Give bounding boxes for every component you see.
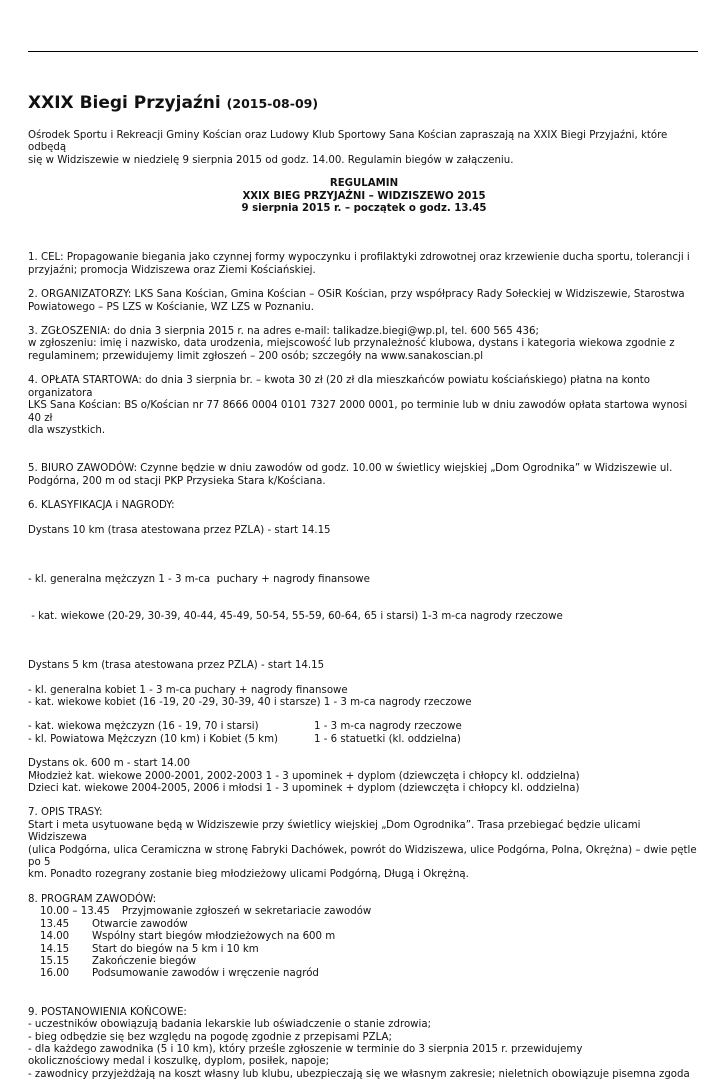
section-heading: 8. PROGRAM ZAWODÓW: (28, 893, 157, 905)
program-time: 16.00 (40, 968, 70, 980)
distance-10km: Dystans 10 km (trasa atestowana przez PZLA) - start 14.15 (28, 524, 331, 536)
section-biuro (28, 463, 700, 488)
section-line: 3. ZGŁOSZENIA: do dnia 3 sierpnia 2015 r. na adres e-mail: talikadze.biegi@wp.pl, tel. 600 565 436; (28, 326, 539, 338)
section-cel (28, 252, 700, 277)
section-line: Podgórna, 200 m od stacji PKP Przysieka Stara k/Kościana. (28, 475, 326, 487)
top-rule (28, 51, 698, 52)
program-desc: Start do biegów na 5 km i 10 km (92, 943, 259, 955)
section-organizatorzy (28, 289, 700, 314)
title-date: (2015-08-09) (226, 96, 319, 111)
program-desc: Wspólny start biegów młodzieżowych na 600 m (92, 931, 336, 943)
section-line: - dla każdego zawodnika (5 i 10 km), który prześle zgłoszenie w terminie do 3 sierpnia 2015 r. przewidujemy (28, 1043, 583, 1055)
section-oplata (28, 375, 700, 437)
section-line: regulaminem; przewidujemy limit zgłoszeń – 200 osób; szczegóły na www.sanakoscian.pl (28, 350, 484, 362)
program-row (40, 906, 700, 918)
intro-line: Ośrodek Sportu i Rekreacji Gminy Kościan oraz Ludowy Klub Sportowy Sana Kościan zapraszają na XXIX Biegi Przyjaźni, które odbędą (28, 130, 668, 154)
program-time: 10.00 – 13.45 (40, 906, 110, 918)
program-list (28, 906, 700, 980)
program-desc: Otwarcie zawodów (92, 918, 188, 930)
program-row (40, 968, 700, 980)
program-row (40, 944, 700, 956)
category-line: - kl. generalna kobiet 1 - 3 m-ca puchary + nagrody finansowe (28, 684, 348, 696)
intro-paragraph (28, 130, 700, 167)
section-line: km. Ponadto rozegrany zostanie bieg młodzieżowy ulicami Podgórną, Długą i Okrężną. (28, 869, 469, 881)
section-heading: 6. KLASYFIKACJA i NAGRODY: (28, 500, 175, 512)
category-line: - kat. wiekowe (20-29, 30-39, 40-44, 45-49, 50-54, 55-59, 60-64, 65 i starsi) 1-3 m-ca nagrody rzeczowe (28, 610, 563, 622)
program-desc: Przyjmowanie zgłoszeń w sekretariacie zawodów (121, 906, 372, 918)
section-zgloszenia (28, 326, 700, 363)
program-time: 14.00 (40, 931, 70, 943)
category-line: Dzieci kat. wiekowe 2004-2005, 2006 i młodsi 1 - 3 upominek + dyplom (dziewczęta i chłopcy kl. oddzielna) (28, 783, 580, 795)
program-row (40, 919, 700, 931)
section-line: w zgłoszeniu: imię i nazwisko, data urodzenia, miejscowość lub przynależność klubowa, dystans i kategoria wiekowa zgodnie z (28, 338, 675, 350)
regulamin-subtitle: XXIX BIEG PRZYJAŹNI – WIDZISZEWO 2015 (242, 190, 486, 202)
section-heading: 7. OPIS TRASY: (28, 807, 103, 819)
section-line: 2. ORGANIZATORZY: LKS Sana Kościan, Gmina Kościan – OSiR Kościan, przy współpracy Rady Sołeckiej w Widziszewie, Starostwa (28, 289, 685, 301)
intro-line: się w Widziszewie w niedzielę 9 sierpnia 2015 od godz. 14.00. Regulamin biegów w załączeniu. (28, 154, 514, 166)
category-name: - kl. Powiatowa Mężczyzn (10 km) i Kobiet (5 km) (28, 733, 278, 745)
section-line: 4. OPŁATA STARTOWA: do dnia 3 sierpnia br. – kwota 30 zł (20 zł dla mieszkańców powiatu kościańskiego) płatna na konto organizatora (28, 375, 651, 399)
distance-5km: Dystans 5 km (trasa atestowana przez PZLA) - start 14.15 (28, 660, 325, 672)
section-line: przyjaźni; promocja Widziszewa oraz Ziemi Kościańskiej. (28, 264, 316, 276)
category-line: Młodzież kat. wiekowe 2000-2001, 2002-2003 1 - 3 upominek + dyplom (dziewczęta i chłopcy kl. oddzielna) (28, 770, 580, 782)
regulamin-header (28, 178, 700, 215)
program-row (40, 931, 700, 943)
page-title (28, 92, 700, 115)
section-line: - zawodnicy przyjeżdżają na koszt własny lub klubu, ubezpieczają się we własnym zakresie; nieletnich obowiązuje pisemna zgoda (28, 1068, 690, 1080)
section-line: Powiatowego – PS LZS w Kościanie, WZ LZS w Poznaniu. (28, 301, 314, 313)
section-opis-trasy (28, 807, 700, 881)
section-line: (ulica Podgórna, ulica Ceramiczna w stronę Fabryki Dachówek, powrót do Widziszewa, ulice Podgórna, Polna, Okrężna) – dwie pętle po 5 (28, 844, 697, 869)
section-heading: 9. POSTANOWIENIA KOŃCOWE: (28, 1006, 187, 1018)
category-prize: 1 - 3 m-ca nagrody rzeczowe (314, 721, 462, 733)
distance-600m: Dystans ok. 600 m - start 14.00 (28, 758, 190, 770)
category-prize: 1 - 6 statuetki (kl. oddzielna) (314, 733, 461, 745)
program-time: 14.15 (40, 943, 70, 955)
section-line: 1. CEL: Propagowanie biegania jako czynnej formy wypoczynku i profilaktyki zdrowotnej oraz krzewienie ducha sportu, tolerancji i (28, 252, 690, 264)
regulamin-title: REGULAMIN (329, 178, 399, 190)
program-row (40, 956, 700, 968)
title-text: XXIX Biegi Przyjaźni (28, 93, 221, 113)
section-line: - bieg odbędzie się bez względu na pogodę zgodnie z przepisami PZLA; (28, 1031, 392, 1043)
section-line: Start i meta usytuowane będą w Widziszewie przy świetlicy wiejskiej „Dom Ogrodnika”. Trasa przebiegać będzie ulicami Widziszewa (28, 819, 641, 844)
section-program (28, 894, 700, 981)
program-desc: Zakończenie biegów (92, 955, 197, 967)
section-line: LKS Sana Kościan: BS o/Kościan nr 77 8666 0004 0101 7327 2000 0001, po terminie lub w dniu zawodów opłata startowa wynosi 40 zł (28, 400, 688, 424)
program-time: 13.45 (40, 918, 70, 930)
program-time: 15.15 (40, 955, 70, 967)
category-pair (28, 721, 700, 733)
category-pair (28, 734, 700, 746)
category-name: - kat. wiekowa mężczyzn (16 - 19, 70 i starsi) (28, 721, 259, 733)
section-line: dla wszystkich. (28, 424, 106, 436)
document-body (28, 92, 700, 1081)
category-line: - kl. generalna mężczyzn 1 - 3 m-ca puchary + nagrody finansowe (28, 573, 370, 585)
section-line: - uczestników obowiązują badania lekarskie lub oświadczenie o stanie zdrowia; (28, 1019, 432, 1031)
regulamin-date: 9 sierpnia 2015 r. – początek o godz. 13.45 (241, 203, 487, 215)
section-klasyfikacja (28, 500, 700, 795)
section-line: okolicznościowy medal i koszulkę, dyplom, posiłek, napoje; (28, 1056, 329, 1068)
section-line: 5. BIURO ZAWODÓW: Czynne będzie w dniu zawodów od godz. 10.00 w świetlicy wiejskiej „Dom Ogrodnika” w Widziszewie ul. (28, 463, 673, 475)
program-desc: Podsumowanie zawodów i wręczenie nagród (92, 968, 319, 980)
category-line: - kat. wiekowe kobiet (16 -19, 20 -29, 30-39, 40 i starsze) 1 - 3 m-ca nagrody rzeczowe (28, 697, 472, 708)
section-postanowienia (28, 1007, 700, 1081)
